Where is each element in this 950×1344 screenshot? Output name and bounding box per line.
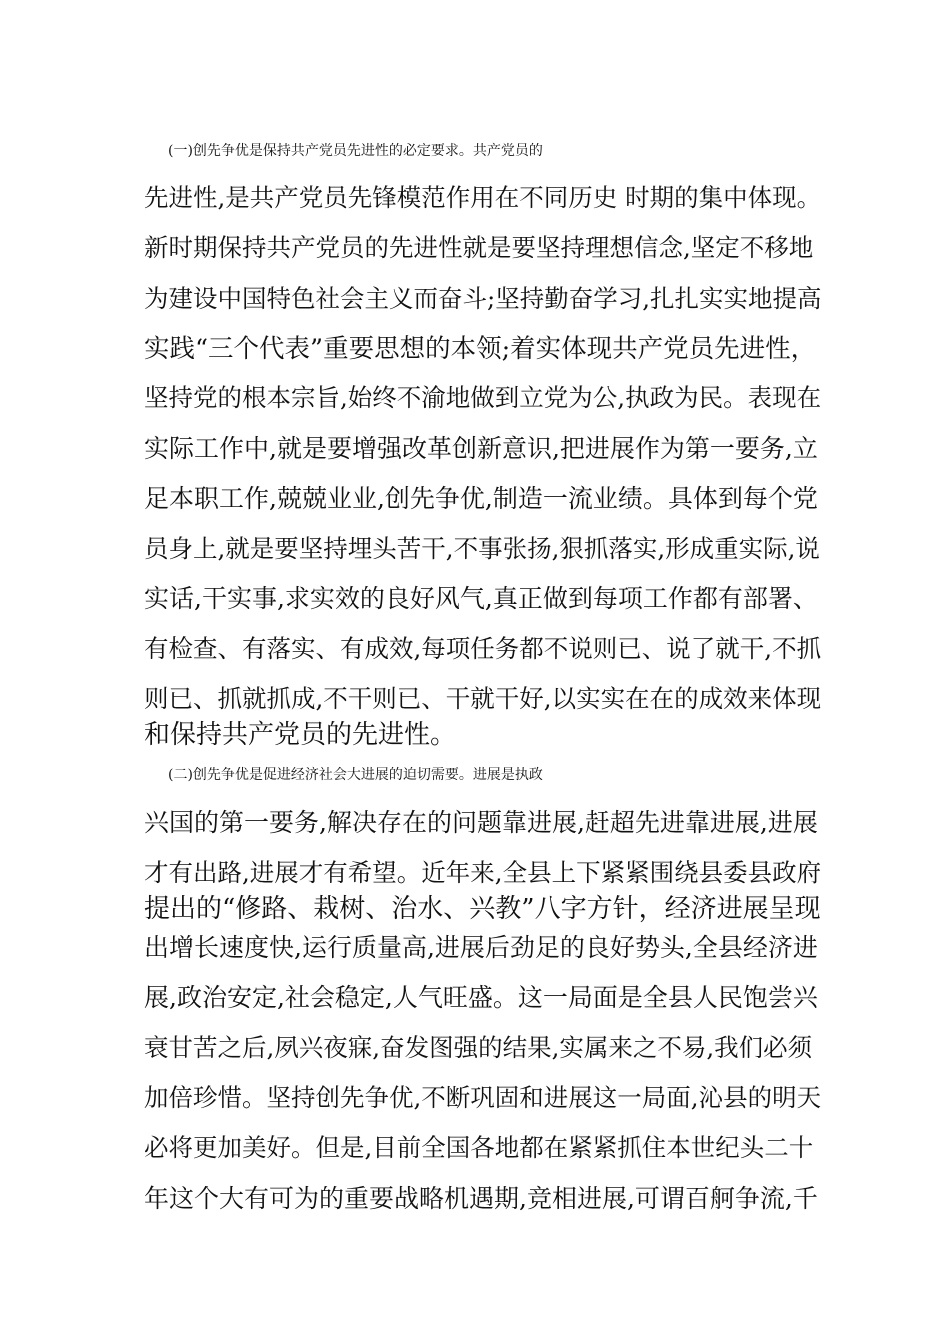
paragraph-1-line-4: 为建设中国特色社会主义而奋斗;坚持勤奋学习,扎扎实实地提高 — [144, 284, 822, 313]
paragraph-2-line-6: 展,政治安定,社会稳定,人气旺盛。这一局面是全县人民饱尝兴 — [144, 983, 818, 1012]
paragraph-2-line-2: 兴国的第一要务,解决存在的问题靠进展,赶超先进靠进展,进展 — [144, 808, 818, 837]
paragraph-1-line-12: 则已、抓就抓成,不干则已、干就干好,以实实在在的成效来体现 — [144, 684, 822, 713]
paragraph-2-line-1: (二)创先争优是促进经济社会大进展的迫切需要。进展是执政 — [168, 767, 543, 783]
paragraph-2-line-3: 才有出路,进展才有希望。近年来,全县上下紧紧围绕县委县政府 — [144, 858, 822, 887]
paragraph-1-line-3: 新时期保持共产党员的先进性就是要坚持理想信念,坚定不移地 — [144, 233, 814, 262]
paragraph-2-line-4: 提出的“修路、栽树、治水、兴教”八字方针，经济进展呈现 — [144, 894, 821, 924]
paragraph-1-line-7: 实际工作中,就是要增强改革创新意识,把进展作为第一要务,立 — [144, 434, 818, 463]
paragraph-1-line-8: 足本职工作,兢兢业业,创先争优,制造一流业绩。具体到每个党 — [144, 484, 818, 513]
paragraph-1-line-9: 员身上,就是要坚持埋头苦干,不事张扬,狠抓落实,形成重实际,说 — [144, 534, 820, 563]
paragraph-2-line-8: 加倍珍惜。坚持创先争优,不断巩固和进展这一局面,沁县的明天 — [144, 1083, 822, 1112]
paragraph-1-line-6: 坚持党的根本宗旨,始终不渝地做到立党为公,执政为民。表现在 — [144, 383, 822, 412]
paragraph-2-line-7: 衰甘苦之后,夙兴夜寐,奋发图强的结果,实属来之不易,我们必须 — [144, 1033, 813, 1062]
paragraph-1-line-2: 先进性,是共产党员先锋模范作用在不同历史 时期的集中体现。 — [144, 183, 822, 212]
paragraph-2-line-10: 年这个大有可为的重要战略机遇期,竞相进展,可谓百舸争流,千 — [144, 1184, 818, 1213]
paragraph-1-line-11: 有检查、有落实、有成效,每项任务都不说则已、说了就干,不抓 — [144, 634, 822, 663]
paragraph-2-line-5: 出增长速度快,运行质量高,进展后劲足的良好势头,全县经济进 — [144, 933, 818, 962]
paragraph-1-line-1: (一)创先争优是保持共产党员先进性的必定要求。共产党员的 — [168, 143, 543, 159]
paragraph-1-line-13: 和保持共产党员的先进性。 — [144, 720, 457, 750]
paragraph-1-line-5: 实践“三个代表”重要思想的本领;着实体现共产党员先进性， — [144, 334, 817, 364]
paragraph-2-line-9: 必将更加美好。但是,目前全国各地都在紧紧抓住本世纪头二十 — [144, 1133, 814, 1162]
paragraph-1-line-10: 实话,干实事,求实效的良好风气,真正做到每项工作都有部署、 — [144, 584, 818, 613]
